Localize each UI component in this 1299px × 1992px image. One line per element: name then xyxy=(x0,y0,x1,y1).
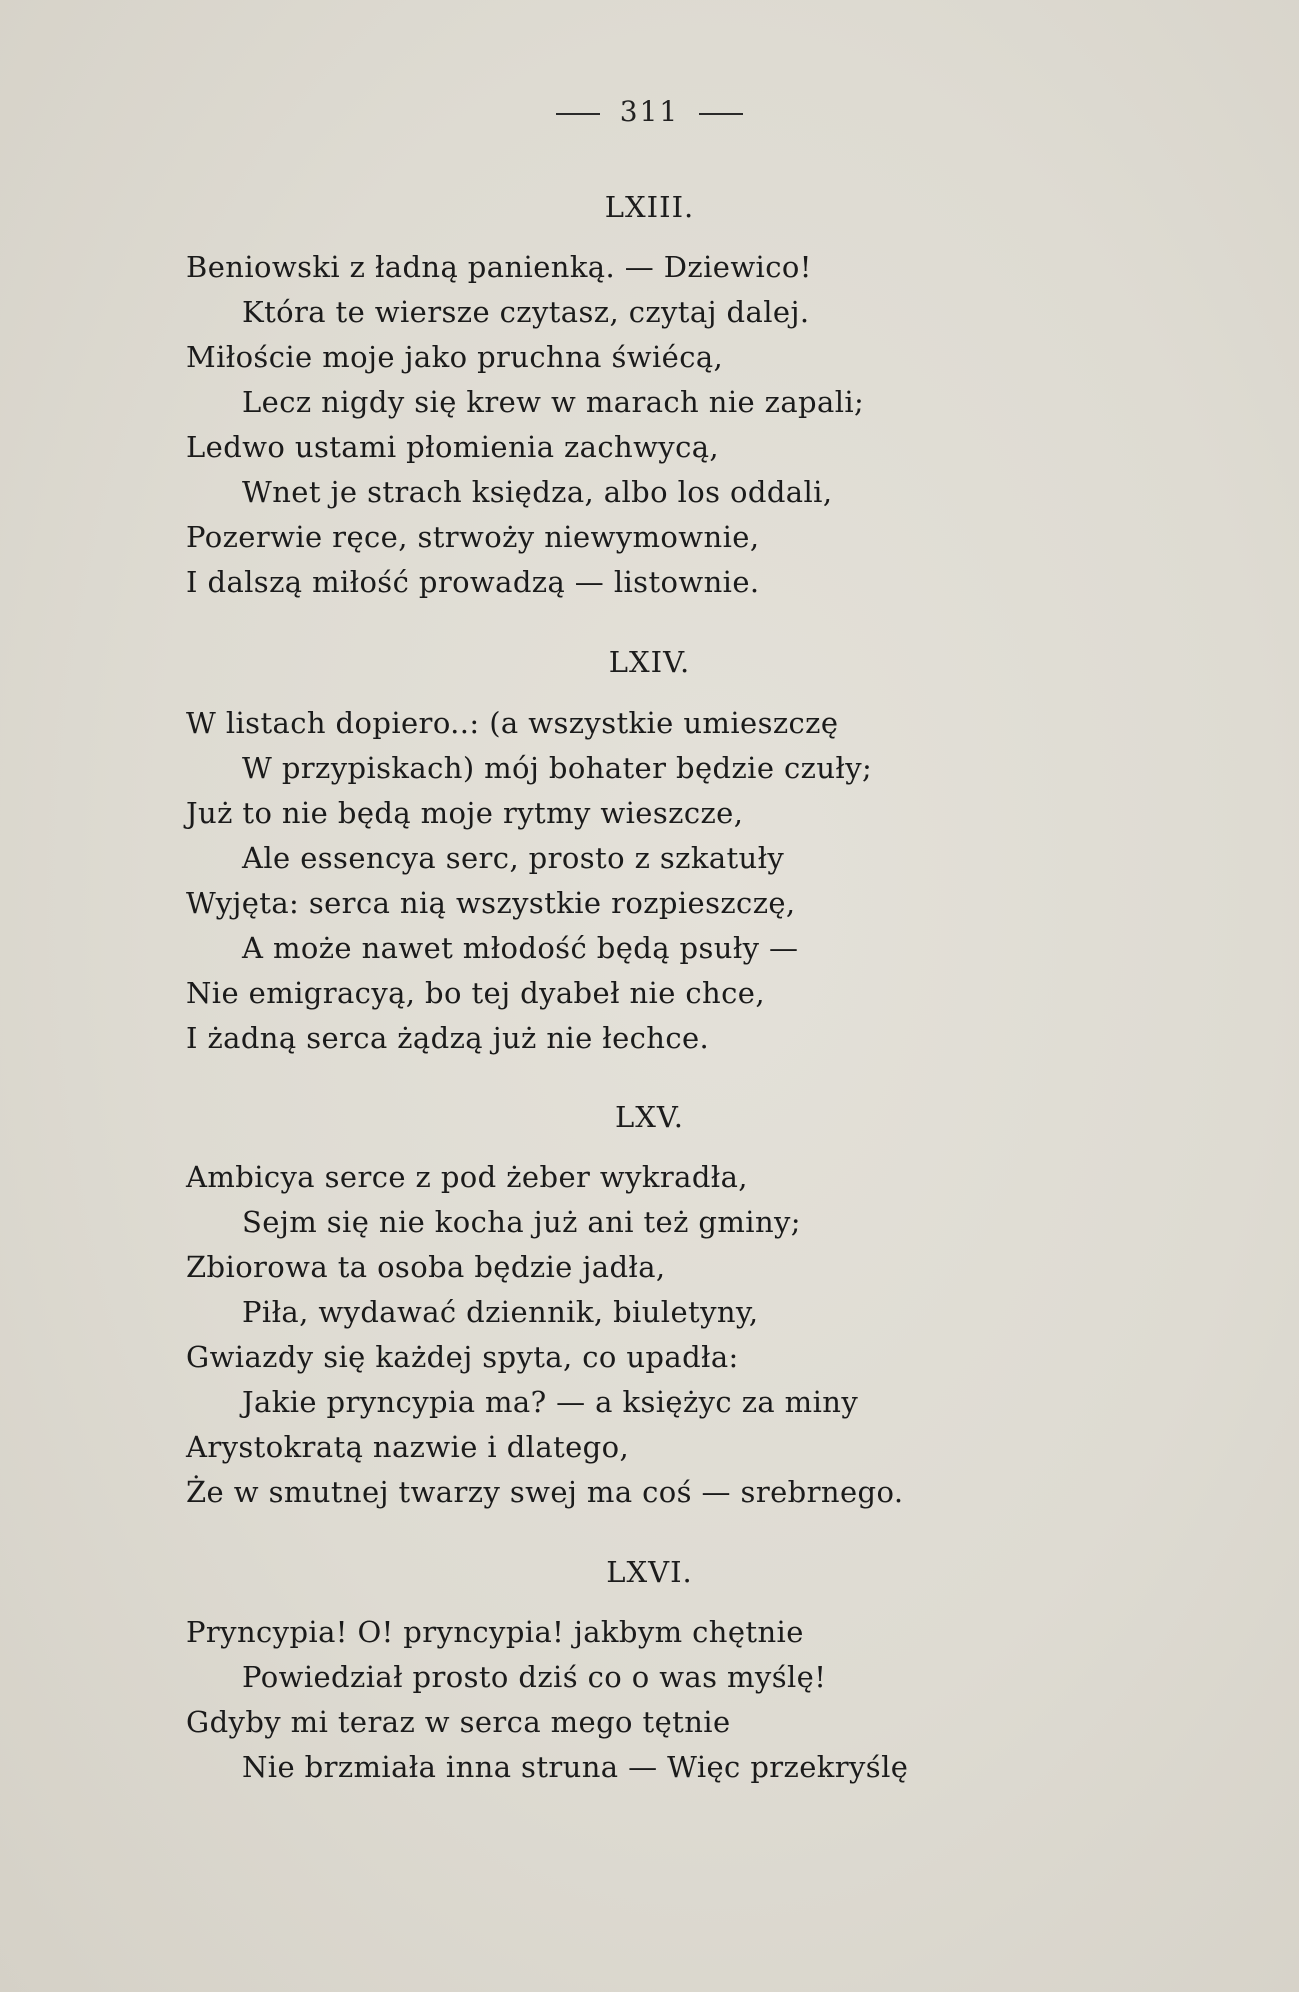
verse-line: W przypiskach) mój bohater będzie czuły; xyxy=(242,751,873,785)
verse-line: Już to nie będą moje rytmy wieszcze, xyxy=(186,796,744,830)
verse-line: Wnet je strach księdza, albo los oddali, xyxy=(242,475,833,509)
verse-line: Która te wiersze czytasz, czytaj dalej. xyxy=(242,295,810,329)
stanza-heading-lxvi: LXVI. xyxy=(606,1555,693,1589)
verse-line: A może nawet młodość będą psuły — xyxy=(242,931,799,965)
verse-line: Wyjęta: serca nią wszystkie rozpieszczę, xyxy=(186,886,796,920)
page-number-dash-right xyxy=(699,113,743,115)
page-number-dash-left xyxy=(556,113,600,115)
stanza-lxiii xyxy=(186,245,1086,605)
verse-line: Gdyby mi teraz w serca mego tętnie xyxy=(186,1705,731,1739)
verse-line: Ambicya serce z pod żeber wykradła, xyxy=(186,1160,748,1194)
verse-line: Że w smutnej twarzy swej ma coś — srebrnego. xyxy=(186,1475,904,1509)
stanza-lxiv xyxy=(186,701,1086,1061)
verse-line: Pozerwie ręce, strwoży niewymownie, xyxy=(186,520,760,554)
verse-line: Pryncypia! O! pryncypia! jakbym chętnie xyxy=(186,1615,804,1649)
verse-line: Nie brzmiała inna struna — Więc przekryślę xyxy=(242,1750,909,1784)
verse-line: Lecz nigdy się krew w marach nie zapali; xyxy=(242,385,865,419)
stanza-lxvi xyxy=(186,1610,1086,1790)
stanza-heading-lxiv: LXIV. xyxy=(608,645,691,679)
verse-line: Ale essencya serc, prosto z szkatuły xyxy=(242,841,785,875)
verse-line: Gwiazdy się każdej spyta, co upadła: xyxy=(186,1340,739,1374)
stanza-heading-lxv: LXV. xyxy=(615,1100,684,1134)
verse-line: Piła, wydawać dziennik, biuletyny, xyxy=(242,1295,759,1329)
verse-line: Nie emigracyą, bo tej dyabeł nie chce, xyxy=(186,976,765,1010)
verse-line: Beniowski z ładną panienką. — Dziewico! xyxy=(186,250,812,284)
verse-line: Ledwo ustami płomienia zachwycą, xyxy=(186,430,720,464)
verse-line: Sejm się nie kocha już ani też gminy; xyxy=(242,1205,801,1239)
verse-line: Miłoście moje jako pruchna świécą, xyxy=(186,340,724,374)
stanza-lxv xyxy=(186,1155,1086,1515)
page-number-value: 311 xyxy=(619,95,680,128)
verse-line: Zbiorowa ta osoba będzie jadła, xyxy=(186,1250,666,1284)
page-number xyxy=(0,95,1299,128)
verse-line: Arystokratą nazwie i dlatego, xyxy=(186,1430,630,1464)
verse-line: Powiedział prosto dziś co o was myślę! xyxy=(242,1660,827,1694)
verse-line: W listach dopiero..: (a wszystkie umieszczę xyxy=(186,706,839,740)
verse-line: Jakie pryncypia ma? — a księżyc za miny xyxy=(242,1385,859,1419)
verse-line: I żadną serca żądzą już nie łechce. xyxy=(186,1021,710,1055)
verse-line: I dalszą miłość prowadzą — listownie. xyxy=(186,565,760,599)
stanza-heading-lxiii: LXIII. xyxy=(604,190,695,224)
